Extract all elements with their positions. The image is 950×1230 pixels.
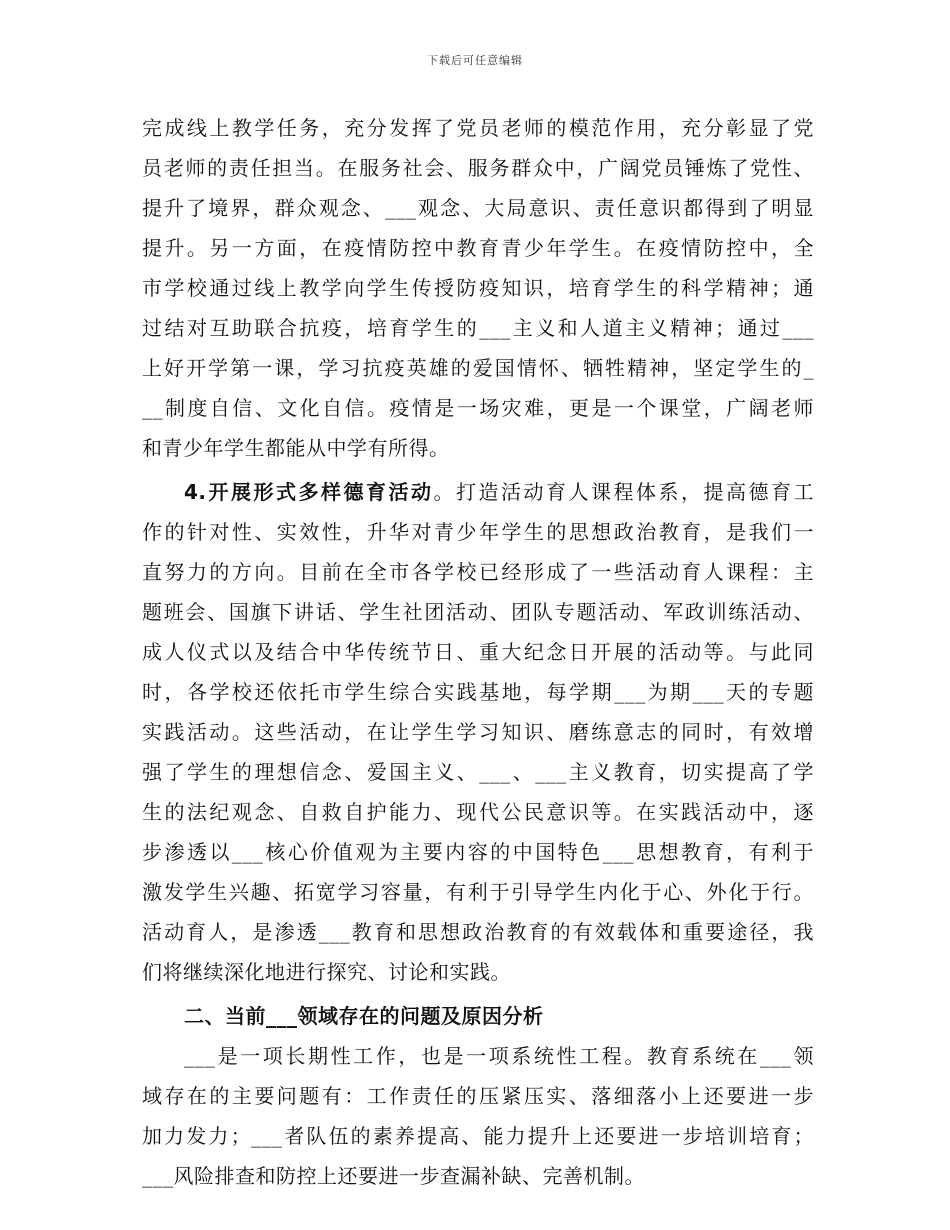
paragraph-1 [142,108,814,468]
text-line: 提升。另一方面，在疫情防控中教育青少年学生。在疫情防控中，全 [142,236,814,260]
text-line: 步渗透以___核心价值观为主要内容的中国特色___思想教育，有利于 [142,840,814,864]
text-line: 实践活动。这些活动，在让学生学习知识、磨练意志的同时，有效增 [142,720,814,744]
text-line: 活动育人，是渗透___教育和思想政治教育的有效载体和重要途径，我 [142,920,814,944]
page-header-note: 下载后可任意编辑 [427,54,523,67]
text-line: ___是一项长期性工作，也是一项系统性工程。教育系统在___领 [184,1044,814,1068]
text-line: 成人仪式以及结合中华传统节日、重大纪念日开展的活动等。与此同 [142,640,814,664]
paragraph-2-first-line [142,472,814,512]
text-line: 强了学生的理想信念、爱国主义、___、___主义教育，切实提高了学 [142,760,814,784]
text-line: 生的法纪观念、自救自护能力、现代公民意识等。在实践活动中，逐 [142,800,814,824]
text-line: ___风险排查和防控上还要进一步查漏补缺、完善机制。 [142,1164,645,1188]
text-line: 加力发力；___者队伍的素养提高、能力提升上还要进一步培训培育； [142,1124,814,1148]
text-line: 题班会、国旗下讲话、学生社团活动、团队专题活动、军政训练活动、 [142,600,814,624]
text-line: 上好开学第一课，学习抗疫英雄的爱国情怀、牺牲精神，坚定学生的_ [142,356,814,380]
paragraph-3 [142,1036,814,1196]
text-line: __制度自信、文化自信。疫情是一场灾难，更是一个课堂，广阔老师 [142,396,814,420]
paragraph-2 [142,472,814,992]
text-line: 们将继续深化地进行探究、讨论和实践。 [142,960,511,984]
text-line: 完成线上教学任务，充分发挥了党员老师的模范作用，充分彰显了党 [142,116,814,140]
paragraph-2-lead-text: 。打造活动育人课程体系，提高德育工 [433,480,815,504]
text-line: 域存在的主要问题有：工作责任的压紧压实、落细落小上还要进一步 [142,1084,814,1108]
text-line: 作的针对性、实效性，升华对青少年学生的思想政治教育，是我们一 [142,520,814,544]
text-line: 过结对互助联合抗疫，培育学生的___主义和人道主义精神；通过___ [142,316,814,340]
text-line: 时，各学校还依托市学生综合实践基地，每学期___为期___天的专题 [142,680,814,704]
text-line: 直努力的方向。目前在全市各学校已经形成了一些活动育人课程：主 [142,560,814,584]
subsection-heading: 4.开展形式多样德育活动 [184,480,434,504]
text-line: 提升了境界，群众观念、___观念、大局意识、责任意识都得到了明显 [142,196,814,220]
text-line: 和青少年学生都能从中学有所得。 [142,436,450,460]
text-line: 市学校通过线上教学向学生传授防疫知识，培育学生的科学精神；通 [142,276,814,300]
section-heading: 二、当前___领域存在的问题及原因分析 [184,1004,544,1028]
text-line: 激发学生兴趣、拓宽学习容量，有利于引导学生内化于心、外化于行。 [142,880,814,904]
text-line: 员老师的责任担当。在服务社会、服务群众中，广阔党员锤炼了党性、 [142,156,814,180]
document-body [142,108,814,1196]
